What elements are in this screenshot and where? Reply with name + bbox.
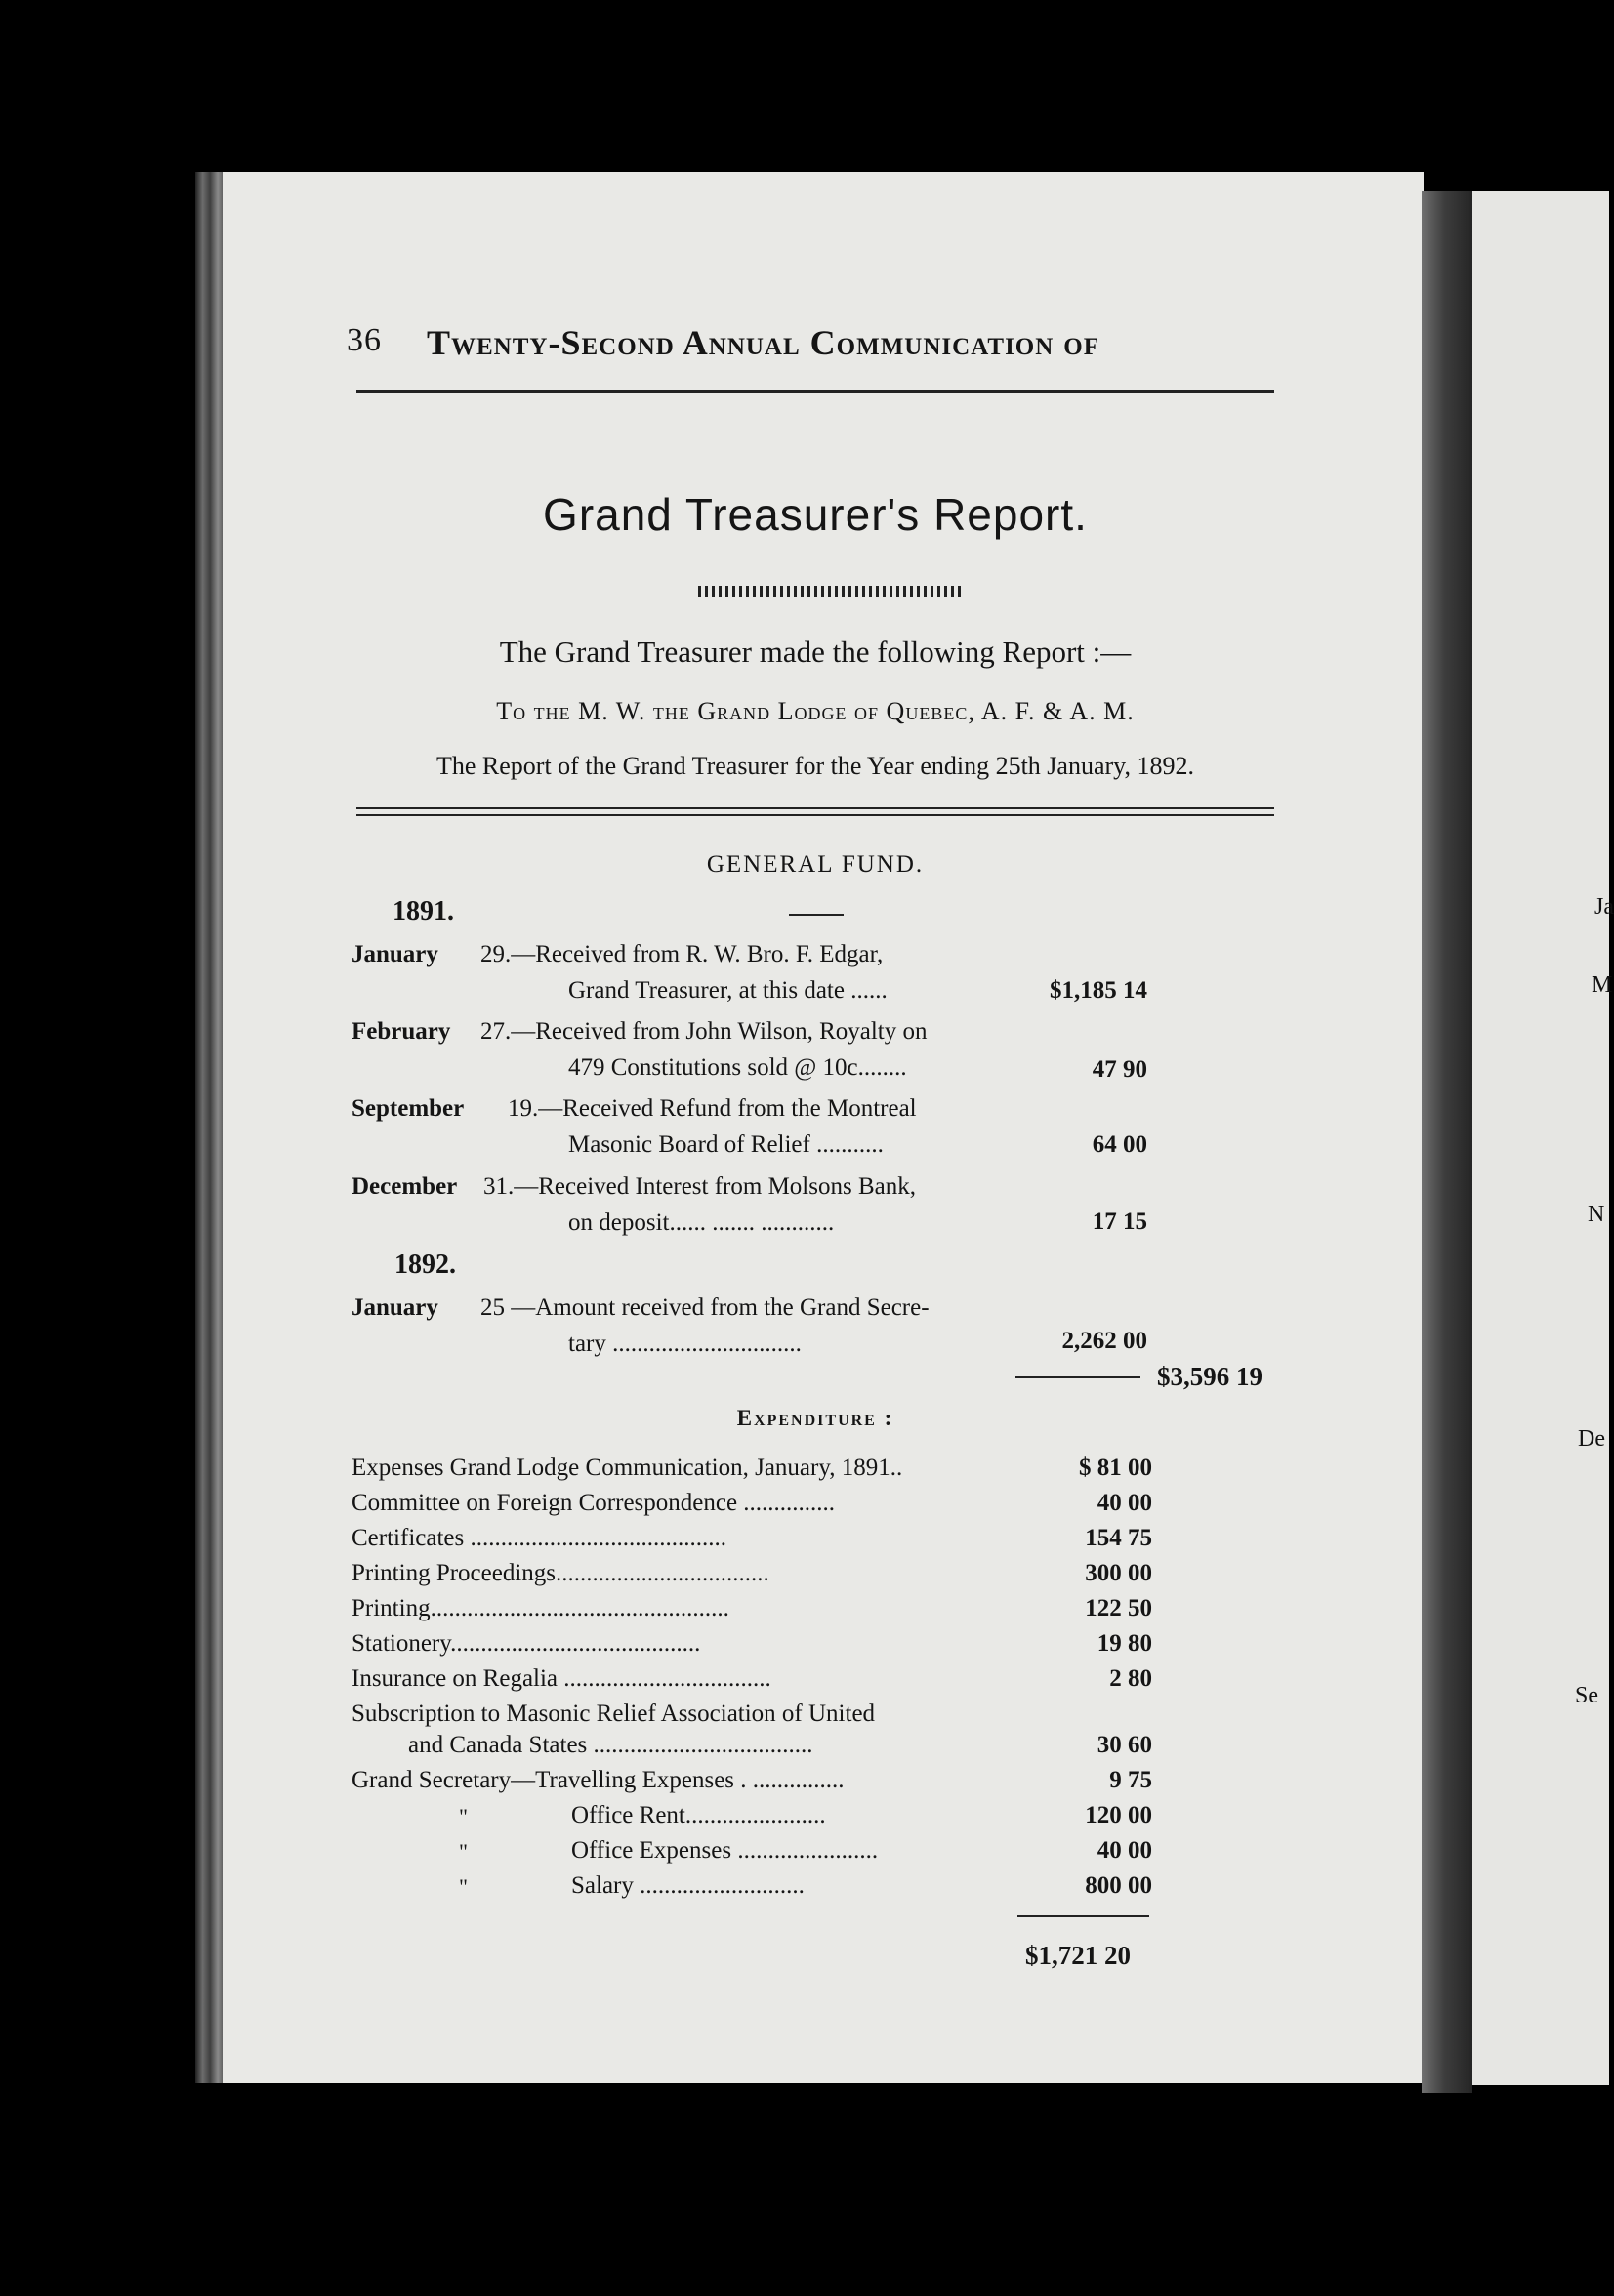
expenditure-amount: 19 80 [1097, 1630, 1152, 1657]
expenditure-total-rule [1017, 1915, 1149, 1917]
expenditure-heading: Expenditure : [736, 1406, 894, 1430]
expenditure-total: $1,721 20 [1025, 1941, 1131, 1970]
year-heading: 1891. [393, 896, 454, 926]
expenditure-row: Insurance on Regalia .................................. [352, 1665, 771, 1692]
entry-month: September [352, 1095, 465, 1122]
expenditure-amount: 122 50 [1085, 1595, 1152, 1621]
expenditure-row: Certificates .......................................... [352, 1525, 726, 1551]
entry-month: December [352, 1173, 458, 1200]
expenditure-row: Printing................................................. [352, 1595, 729, 1621]
entry-month: January [352, 941, 438, 967]
double-rule [356, 814, 1274, 816]
expenditure-row: Office Expenses ....................... [571, 1837, 879, 1864]
entry-line: 29.—Received from R. W. Bro. F. Edgar, [480, 941, 884, 967]
expenditure-row: Printing Proceedings................................... [352, 1560, 769, 1586]
receipt-amount: 64 00 [1092, 1131, 1147, 1158]
facing-fragment: Ja [1594, 894, 1614, 920]
running-head [347, 322, 1274, 371]
ditto-mark: " [459, 1874, 468, 1899]
entry-line-continued: Masonic Board of Relief ........... [568, 1131, 884, 1158]
intro-line: The Grand Treasurer made the following Report :— [499, 635, 1132, 669]
page-number: 36 [347, 322, 382, 358]
expenditure-amount: 120 00 [1085, 1802, 1152, 1828]
expenditure-amount: $ 81 00 [1079, 1455, 1152, 1481]
entry-line-continued: 479 Constitutions sold @ 10c........ [568, 1054, 907, 1081]
expenditure-amount: 800 00 [1085, 1872, 1152, 1899]
facing-fragment: M [1592, 972, 1613, 998]
expenditure-amount: 2 80 [1109, 1665, 1152, 1692]
entry-month: February [352, 1018, 451, 1045]
subtotal-rule [1015, 1376, 1140, 1378]
entry-line: 19.—Received Refund from the Montreal [508, 1095, 917, 1122]
receipt-amount: 47 90 [1092, 1056, 1147, 1083]
book-gutter [1422, 191, 1472, 2093]
ditto-mark: " [459, 1839, 468, 1864]
header-rule [356, 390, 1274, 393]
expenditure-amount: 300 00 [1085, 1560, 1152, 1586]
report-period-line: The Report of the Grand Treasurer for the Year ending 25th January, 1892. [436, 752, 1194, 780]
facing-fragment: N [1588, 1202, 1605, 1227]
expenditure-row: Salary ........................... [571, 1872, 805, 1899]
general-fund-total: $3,596 19 [1157, 1362, 1262, 1391]
ornament-divider [698, 586, 962, 597]
expenditure-amount: 9 75 [1109, 1767, 1152, 1793]
entry-line: 27.—Received from John Wilson, Royalty on [480, 1018, 928, 1045]
double-rule [356, 807, 1274, 809]
expenditure-row-continued: and Canada States .................................... [408, 1732, 813, 1758]
expenditure-amount: 40 00 [1097, 1837, 1152, 1864]
facing-page [1472, 191, 1614, 2085]
report-title: Grand Treasurer's Report. [543, 489, 1088, 540]
receipt-amount: 2,262 00 [1061, 1328, 1147, 1354]
entry-line-continued: Grand Treasurer, at this date ...... [568, 977, 888, 1004]
section-rule [789, 914, 844, 916]
expenditure-row: Expenses Grand Lodge Communication, January, 1891.. [352, 1455, 903, 1481]
facing-fragment: De [1578, 1426, 1605, 1452]
entry-line: 31.—Received Interest from Molsons Bank, [483, 1173, 916, 1200]
general-fund-heading: GENERAL FUND. [706, 851, 925, 878]
expenditure-row: Grand Secretary—Travelling Expenses . ............... [352, 1767, 845, 1793]
receipt-amount: 17 15 [1092, 1209, 1147, 1235]
expenditure-amount: 40 00 [1097, 1490, 1152, 1516]
address-line: To the M. W. the Grand Lodge of Quebec, A. F. & A. M. [496, 697, 1135, 725]
expenditure-amount: 154 75 [1085, 1525, 1152, 1551]
entry-line-continued: tary ............................... [568, 1331, 802, 1357]
facing-fragment: Se [1575, 1683, 1598, 1708]
year-heading: 1892. [394, 1250, 456, 1280]
ditto-mark: " [459, 1804, 468, 1828]
book-page [223, 172, 1424, 2083]
receipt-amount: $1,185 14 [1050, 977, 1147, 1004]
entry-line: 25 —Amount received from the Grand Secre- [480, 1294, 930, 1321]
expenditure-row: Office Rent....................... [571, 1802, 826, 1828]
expenditure-amount: 30 60 [1097, 1732, 1152, 1758]
entry-line-continued: on deposit...... ....... ............ [568, 1210, 835, 1236]
expenditure-row: Committee on Foreign Correspondence ............... [352, 1490, 836, 1516]
expenditure-row: Subscription to Masonic Relief Association of United [352, 1701, 876, 1727]
expenditure-row: Stationery......................................... [352, 1630, 701, 1657]
running-head-title: Twenty-Second Annual Communication of [427, 323, 1100, 362]
entry-month: January [352, 1294, 438, 1321]
